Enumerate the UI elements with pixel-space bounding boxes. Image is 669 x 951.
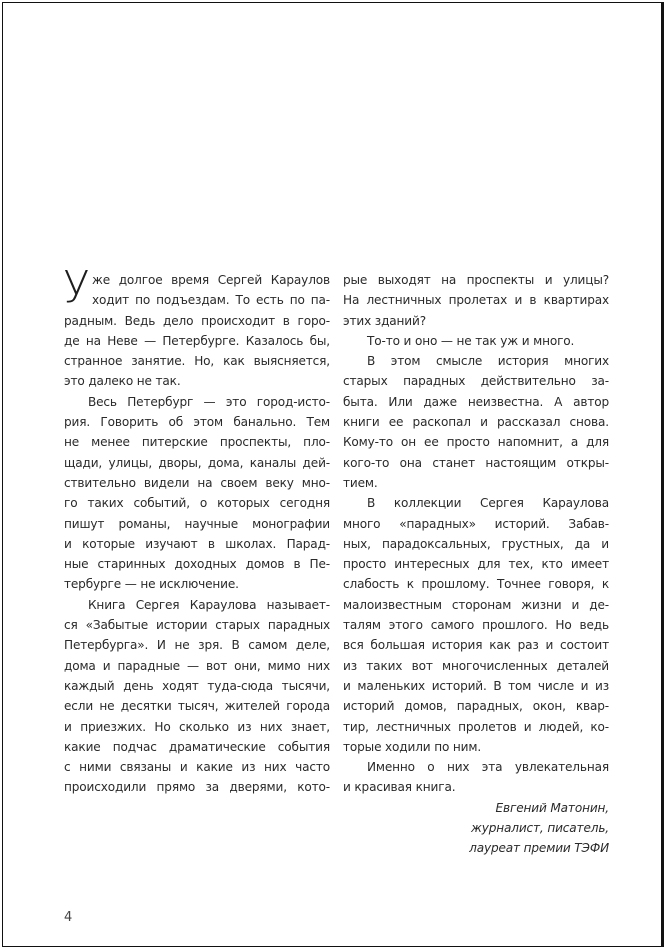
text-line: То-то и оно — не так уж и много. bbox=[367, 333, 575, 348]
text-line: рия. Говорить об этом банально. Тем bbox=[64, 415, 330, 430]
text-line: го таких событий, о которых сегодня bbox=[64, 496, 330, 511]
text-line: быта. Или даже неизвестна. А автор bbox=[343, 394, 609, 409]
drop-cap: У bbox=[63, 262, 90, 313]
paragraph-collection bbox=[343, 493, 609, 757]
text-line: странное занятие. Но, как выясняется, bbox=[64, 354, 330, 369]
paragraph-petersburg bbox=[64, 392, 330, 595]
text-line: пишут романы, научные монографии bbox=[64, 516, 330, 531]
paragraph-not-much bbox=[343, 331, 609, 351]
text-line: старых парадных действительно за- bbox=[343, 374, 609, 389]
text-line: слабость к прошлому. Точнее говоря, к bbox=[343, 577, 609, 592]
paragraph-intro bbox=[63, 262, 330, 392]
text-line: тир, лестничных пролетов и людей, ко- bbox=[343, 719, 609, 734]
paragraph-closing bbox=[343, 757, 609, 798]
text-line: щади, улицы, дворы, дома, каналы дей- bbox=[64, 455, 330, 470]
text-line: тием. bbox=[343, 475, 378, 490]
text-line: происходили прямо за дверями, кото- bbox=[64, 780, 330, 795]
text-line: же долгое время Сергей Караулов bbox=[92, 273, 330, 287]
text-line: кого-то она станет настоящим откры- bbox=[343, 455, 609, 470]
text-line: малоизвестным сторонам жизни и де- bbox=[343, 597, 609, 612]
text-line: торые ходили по ним. bbox=[343, 739, 482, 754]
text-line: ствительно видели на своем веку мно- bbox=[64, 475, 330, 490]
text-line: просто интересных для тех, кто имеет bbox=[343, 557, 609, 572]
text-line: На лестничных пролетах и в квартирах bbox=[343, 293, 609, 308]
text-line: ных, парадоксальных, грустных, да и bbox=[343, 536, 609, 551]
author-signature bbox=[343, 798, 609, 859]
text-line: историй домов, парадных, окон, квар- bbox=[343, 699, 609, 714]
text-line: Именно о них эта увлекательная bbox=[367, 760, 609, 775]
author-role: журналист, писатель, bbox=[470, 821, 609, 836]
text-line: Книга Сергея Караулова называет- bbox=[88, 597, 330, 612]
text-line: талям этого самого прошлого. Но ведь bbox=[343, 618, 609, 633]
text-line: де на Неве — Петербурге. Казалось бы, bbox=[64, 333, 330, 348]
paragraph-book-title bbox=[64, 595, 330, 798]
text-line: это далеко не так. bbox=[64, 374, 181, 389]
text-line: какие подчас драматические события bbox=[64, 739, 330, 754]
text-line: каждый день ходят туда-сюда тысячи, bbox=[64, 678, 330, 693]
text-line: если не десятки тысяч, жителей города bbox=[64, 699, 330, 714]
text-line: ные старинных доходных домов в Пе- bbox=[64, 557, 330, 572]
text-line: дома и парадные — вот они, мимо них bbox=[64, 658, 330, 673]
text-line: рые выходят на проспекты и улицы? bbox=[343, 273, 609, 287]
text-line: Весь Петербург — это город-исто- bbox=[88, 394, 330, 409]
text-line: с ними связаны и какие из них часто bbox=[64, 760, 330, 775]
text-line: В этом смысле история многих bbox=[367, 354, 609, 369]
page-number: 4 bbox=[64, 910, 73, 925]
text-line: Кому-то он ее просто напомнит, а для bbox=[343, 435, 609, 450]
text-line: вся большая история как раз и состоит bbox=[343, 638, 609, 653]
text-line: ся «Забытые истории старых парадных bbox=[64, 618, 330, 633]
text-line: из таких вот многочисленных деталей bbox=[343, 658, 609, 673]
text-line: много «парадных» историй. Забав- bbox=[343, 516, 609, 531]
text-line: и которые изучают в школах. Парад- bbox=[64, 536, 330, 551]
left-column bbox=[63, 262, 330, 798]
author-award: лауреат премии ТЭФИ bbox=[469, 841, 609, 856]
text-line: В коллекции Сергея Караулова bbox=[367, 496, 609, 511]
text-line: ходит по подъездам. То есть по па- bbox=[92, 293, 330, 308]
paragraph-forgotten bbox=[343, 351, 609, 493]
paragraph-continued bbox=[343, 270, 609, 331]
text-line: Петербурга». И не зря. В самом деле, bbox=[64, 638, 330, 653]
text-line: тербурге — не исключение. bbox=[64, 577, 239, 592]
text-line: и приезжих. Но сколько из них знает, bbox=[64, 719, 330, 734]
text-line: и красивая книга. bbox=[343, 780, 456, 795]
text-line: радным. Ведь дело происходит в горо- bbox=[64, 313, 330, 328]
author-name: Евгений Матонин, bbox=[495, 800, 609, 815]
text-line: и маленьких историй. В том числе и из bbox=[343, 678, 609, 693]
text-line: этих зданий? bbox=[343, 313, 426, 328]
text-line: книги ее раскопал и рассказал снова. bbox=[343, 415, 609, 430]
right-column bbox=[343, 270, 609, 859]
text-line: не менее питерские проспекты, пло- bbox=[64, 435, 330, 450]
